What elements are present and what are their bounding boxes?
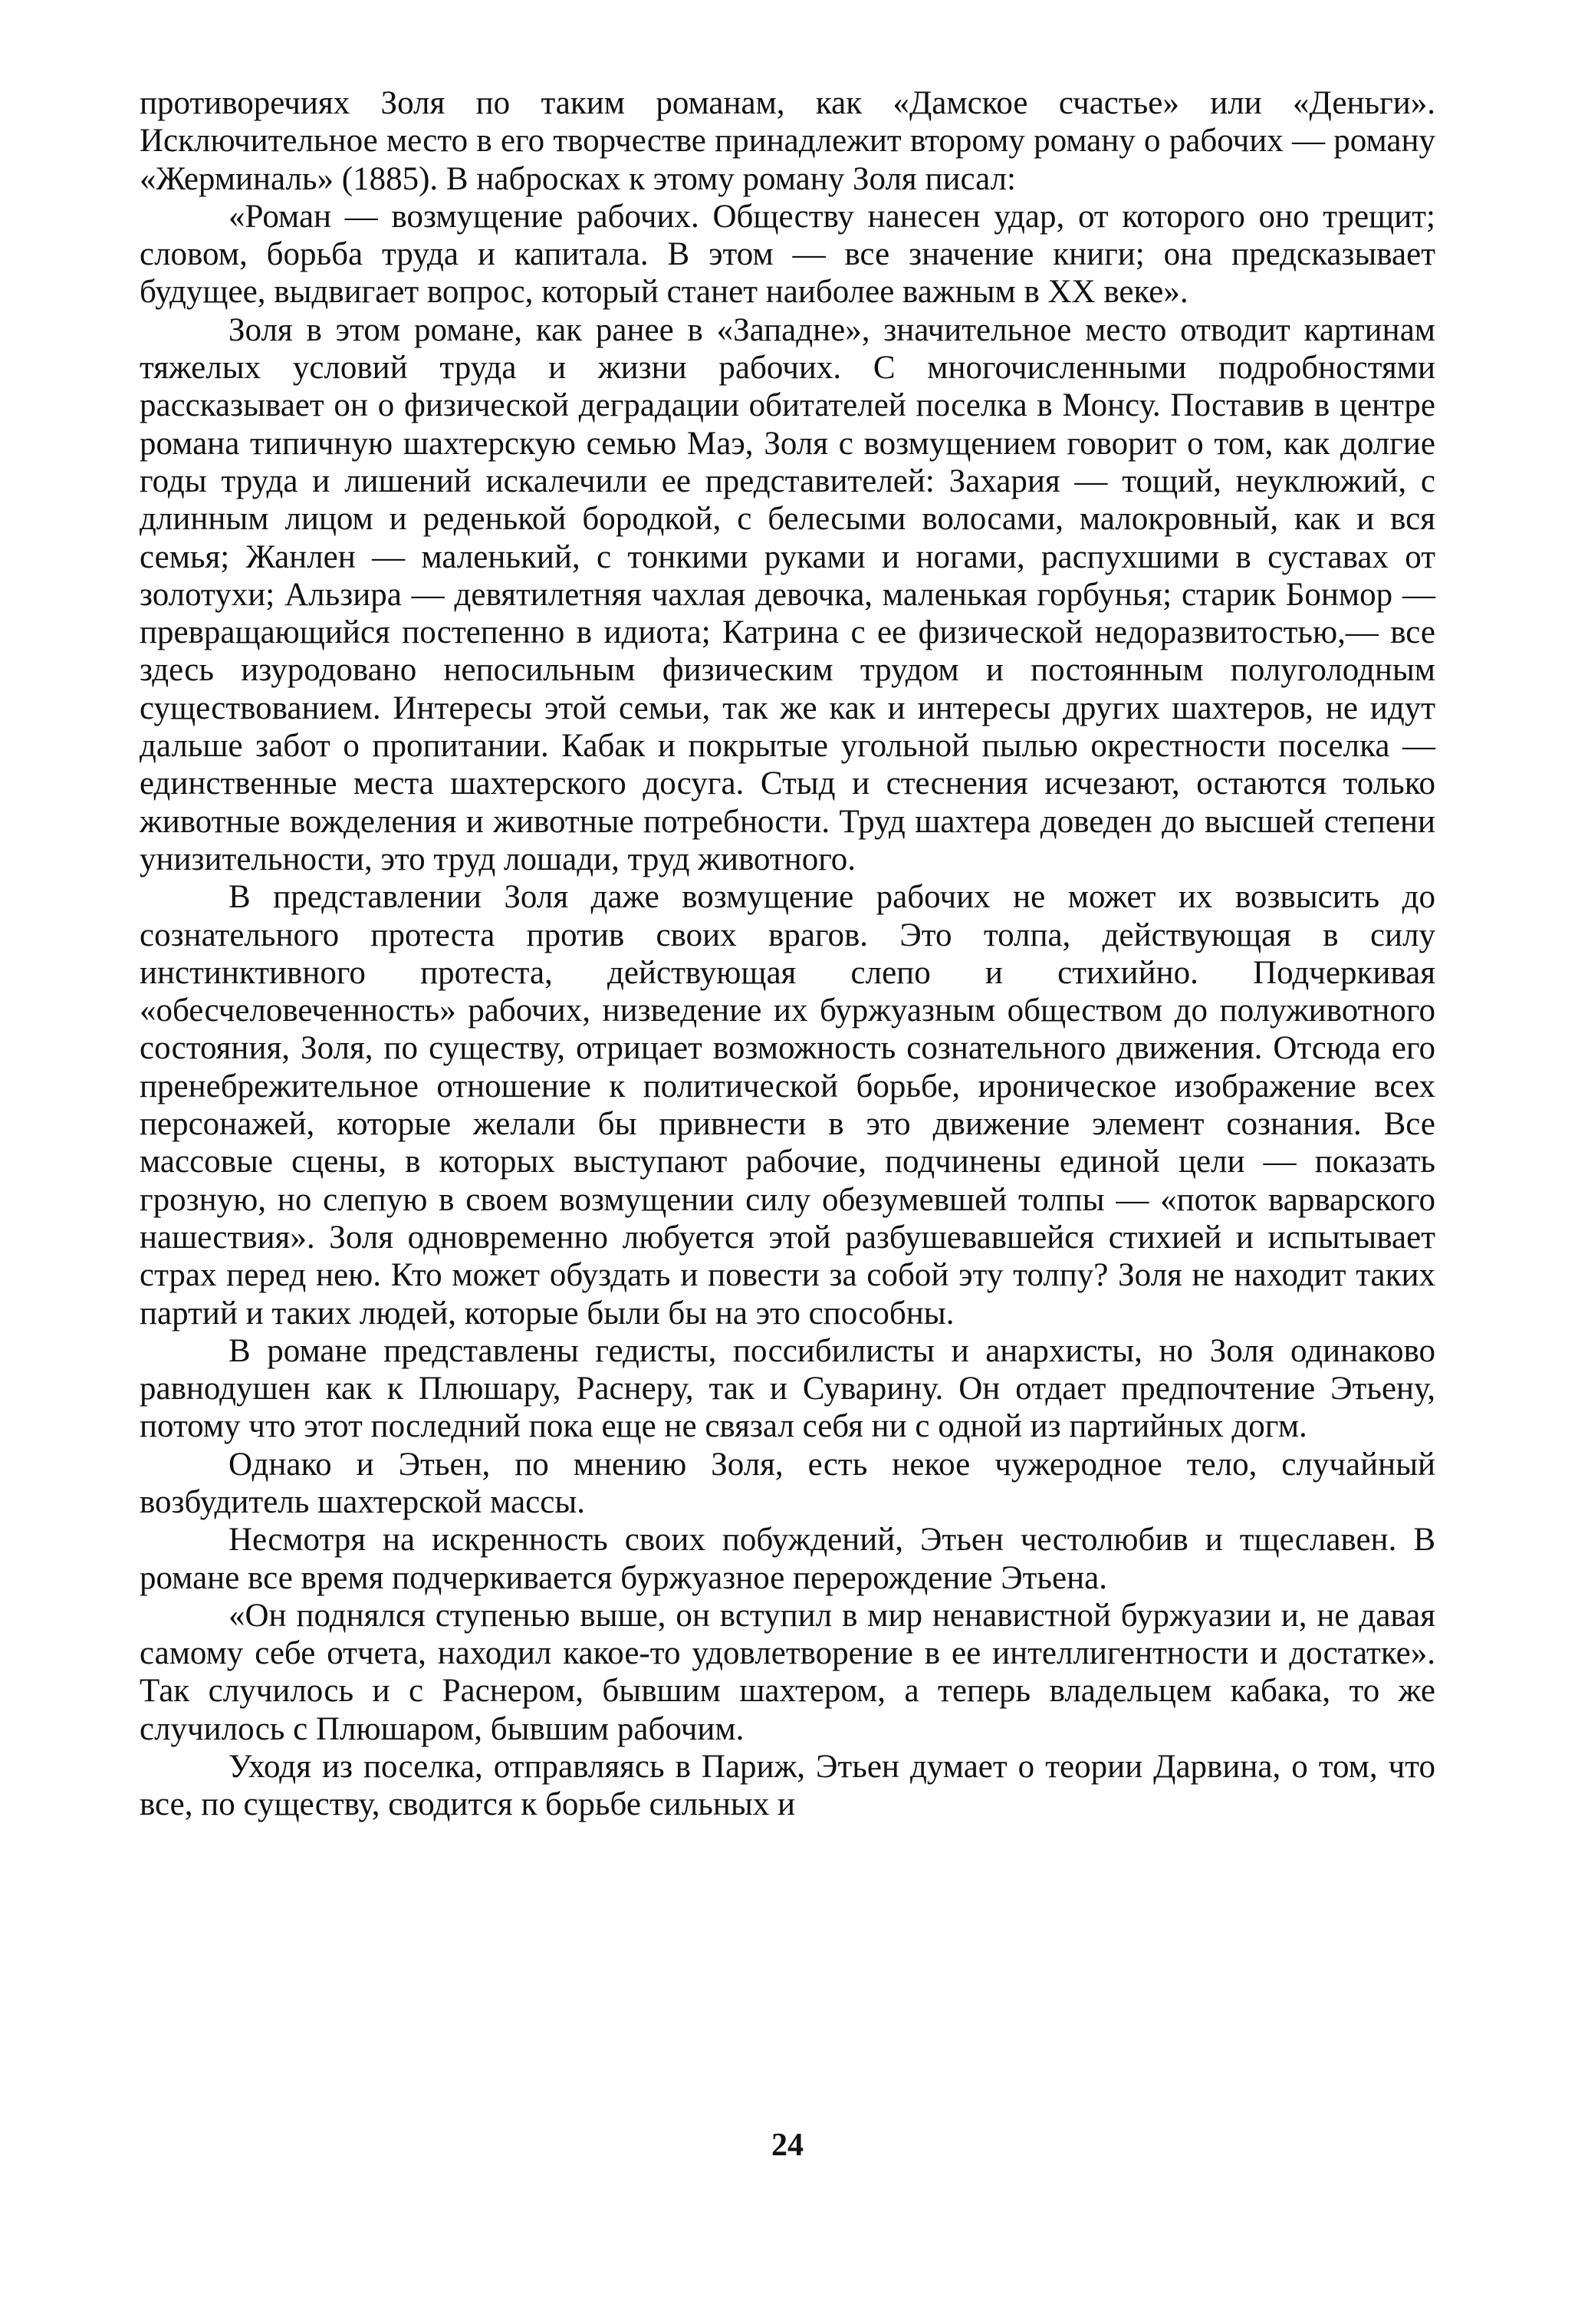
paragraph-etienne-foreign: Однако и Этьен, по мнению Золя, есть некое чужеродное тело, случайный возбудитель шахтерской массы. (140, 1446, 1435, 1520)
paragraph-quote-bourgeoisie: «Он поднялся ступенью выше, он вступил в мир ненавистной буржуазии и, не давая самому себе отчета, находил какое-то удовлетворение в ее интеллигентности и достатке». Так случилось и с Раснером, бывшим шахтером, а теперь владельцем кабака, то же случилось с Плюшаром, бывшим рабочим. (140, 1597, 1435, 1747)
paragraph-quote-notes: «Роман — возмущение рабочих. Обществу нанесен удар, от которого оно трещит; словом, борьба труда и капитала. В этом — все значение книги; она предсказывает будущее, выдвигает вопрос, который станет наиболее важным в XX веке». (140, 198, 1435, 311)
page-number: 24 (771, 2128, 804, 2163)
paragraph-continuation: противоречиях Золя по таким романам, как «Дамское счастье» или «Деньги». Исключительное место в его творчестве принадлежит второму роману о рабочих — роману «Жерминаль» (1885). В набросках к этому роману Золя писал: (140, 85, 1435, 197)
paragraph-parties: В романе представлены гедисты, поссибилисты и анархисты, но Золя одинаково равнодушен как к Плюшару, Раснеру, так и Суварину. Он отдает предпочтение Этьену, потому что этот последний пока еще не связал себя ни с одной из партийных догм. (140, 1332, 1435, 1445)
paragraph-etienne-ambition: Несмотря на искренность своих побуждений, Этьен честолюбив и тщеславен. В романе все время подчеркивается буржуазное перерождение Этьена. (140, 1522, 1435, 1596)
paragraph-crowd: В представлении Золя даже возмущение рабочих не может их возвысить до сознательного протеста против своих врагов. Это толпа, действующая в силу инстинктивного протеста, действующая слепо и стихийно. Подчеркивая «обесчеловеченность» рабочих, низведение их буржуазным обществом до полуживотного состояния, Золя, по существу, отрицает возможность сознательного движения. Отсюда его пренебрежительное отношение к политической борьбе, ироническое изображение всех персонажей, которые желали бы привнести в это движение элемент сознания. Все массовые сцены, в которых выступают рабочие, подчинены единой цели — показать грозную, но слепую в своем возмущении силу обезумевшей толпы — «поток варварского нашествия». Золя одновременно любуется этой разбушевавшейся стихией и испытывает страх перед нею. Кто может обуздать и повести за собой эту толпу? Золя не находит таких партий и таких людей, которые были бы на это способны. (140, 879, 1435, 1332)
paragraph-darwin: Уходя из поселка, отправляясь в Париж, Этьен думает о теории Дарвина, о том, что все, по существу, сводится к борьбе сильных и (140, 1749, 1435, 1823)
text-body (140, 84, 1435, 1824)
book-page (140, 84, 1435, 2293)
paragraph-mahe-family: Золя в этом романе, как ранее в «Западне», значительное место отводит картинам тяжелых условий труда и жизни рабочих. С многочисленными подробностями рассказывает он о физической деградации обитателей поселка в Монсу. Поставив в центре романа типичную шахтерскую семью Маэ, Золя с возмущением говорит о том, как долгие годы труда и лишений искалечили ее представителей: Захария — тощий, неуклюжий, с длинным лицом и реденькой бородкой, с белесыми волосами, малокровный, как и вся семья; Жанлен — маленький, с тонкими руками и ногами, распухшими в суставах от золотухи; Альзира — девятилетняя чахлая девочка, маленькая горбунья; старик Бонмор — превращающийся постепенно в идиота; Катрина с ее физической недоразвитостью,— все здесь изуродовано непосильным физическим трудом и постоянным полуголодным существованием. Интересы этой семьи, так же как и интересы других шахтеров, не идут дальше забот о пропитании. Кабак и покрытые угольной пылью окрестности поселка — единственные места шахтерского досуга. Стыд и стеснения исчезают, остаются только животные вожделения и животные потребности. Труд шахтера доведен до высшей степени унизительности, это труд лошади, труд животного. (140, 311, 1435, 877)
